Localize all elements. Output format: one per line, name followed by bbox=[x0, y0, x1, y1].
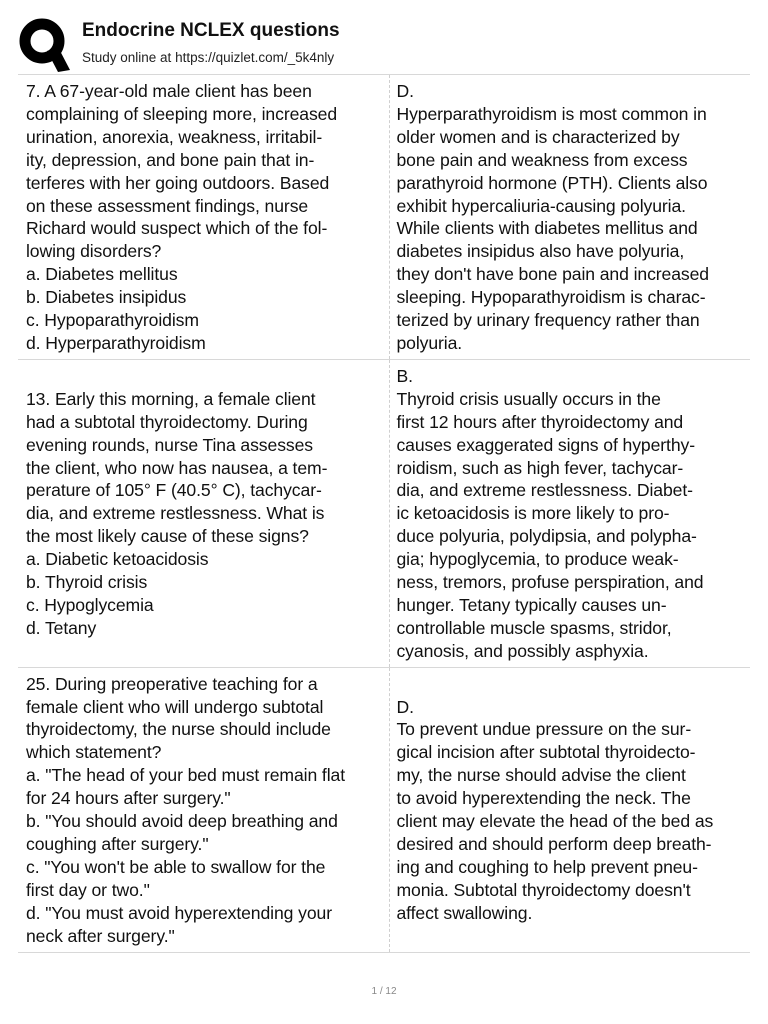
page-number: 1 / 12 bbox=[371, 986, 397, 997]
question-line: d. Hyperparathyroidism bbox=[26, 332, 206, 353]
answer-line: to avoid hyperextending the neck. The bbox=[396, 788, 691, 809]
question-line: a. Diabetes mellitus bbox=[26, 264, 178, 285]
quizlet-logo-icon bbox=[18, 16, 70, 72]
answer-line: duce polyuria, polydipsia, and polypha- bbox=[396, 526, 697, 547]
answer-line: D. bbox=[396, 696, 414, 717]
answer-cell bbox=[389, 360, 750, 667]
question-cell bbox=[18, 668, 389, 952]
question-line: ity, depression, and bone pain that in- bbox=[26, 149, 315, 170]
question-line: d. "You must avoid hyperextending your bbox=[26, 902, 332, 923]
answer-line: roidism, such as high fever, tachycar- bbox=[396, 457, 684, 478]
answer-line: To prevent undue pressure on the sur- bbox=[396, 719, 692, 740]
flashcard-row bbox=[18, 74, 750, 359]
question-line: thyroidectomy, the nurse should include bbox=[26, 719, 331, 740]
answer-line: my, the nurse should advise the client bbox=[396, 765, 686, 786]
question-line: dia, and extreme restlessness. What is bbox=[26, 503, 325, 524]
answer-line: first 12 hours after thyroidectomy and bbox=[396, 411, 684, 432]
answer-line: causes exaggerated signs of hyperthy- bbox=[396, 434, 695, 455]
answer-line: bone pain and weakness from excess bbox=[396, 149, 688, 170]
question-line: neck after surgery." bbox=[26, 925, 175, 946]
question-line: a. Diabetic ketoacidosis bbox=[26, 549, 209, 570]
flashcard-list bbox=[18, 74, 750, 953]
question-line: complaining of sleeping more, increased bbox=[26, 103, 338, 124]
question-line: urination, anorexia, weakness, irritabil- bbox=[26, 126, 323, 147]
answer-line: polyuria. bbox=[396, 332, 463, 353]
question-line: a. "The head of your bed must remain flat bbox=[26, 765, 346, 786]
question-line: b. Thyroid crisis bbox=[26, 572, 148, 593]
answer-line: B. bbox=[396, 365, 413, 386]
question-line: c. Hypoparathyroidism bbox=[26, 310, 199, 331]
answer-line: terized by urinary frequency rather than bbox=[396, 310, 700, 331]
answer-line: older women and is characterized by bbox=[396, 126, 680, 147]
answer-line: D. bbox=[396, 81, 414, 101]
question-line: c. Hypoglycemia bbox=[26, 594, 154, 615]
question-line: evening rounds, nurse Tina assesses bbox=[26, 434, 313, 455]
answer-line: affect swallowing. bbox=[396, 902, 533, 923]
answer-line: gia; hypoglycemia, to produce weak- bbox=[396, 549, 679, 570]
answer-line: While clients with diabetes mellitus and bbox=[396, 218, 698, 239]
answer-line bbox=[396, 673, 750, 696]
answer-line: desired and should perform deep breath- bbox=[396, 834, 712, 854]
question-line: female client who will undergo subtotal bbox=[26, 696, 324, 717]
answer-line: client may elevate the head of the bed as bbox=[396, 811, 714, 832]
answer-line: Hyperparathyroidism is most common in bbox=[396, 103, 707, 124]
question-cell bbox=[18, 360, 389, 667]
question-line: which statement? bbox=[26, 742, 162, 763]
question-line: perature of 105° F (40.5° C), tachycar- bbox=[26, 480, 322, 501]
answer-line: dia, and extreme restlessness. Diabet- bbox=[396, 480, 693, 501]
answer-line: controllable muscle spasms, stridor, bbox=[396, 617, 672, 638]
answer-cell bbox=[389, 75, 750, 359]
question-line: coughing after surgery." bbox=[26, 834, 209, 854]
answer-line: monia. Subtotal thyroidectomy doesn't bbox=[396, 879, 691, 900]
question-line: lowing disorders? bbox=[26, 241, 162, 262]
flashcard-row bbox=[18, 359, 750, 667]
question-line: terferes with her going outdoors. Based bbox=[26, 172, 330, 193]
question-line: c. "You won't be able to swallow for the bbox=[26, 856, 326, 877]
question-line: the most likely cause of these signs? bbox=[26, 526, 309, 547]
document-title: Endocrine NCLEX questions bbox=[82, 20, 340, 41]
question-line: on these assessment findings, nurse bbox=[26, 195, 309, 216]
question-line: b. Diabetes insipidus bbox=[26, 287, 187, 308]
question-line: had a subtotal thyroidectomy. During bbox=[26, 411, 308, 432]
question-line: first day or two." bbox=[26, 879, 150, 900]
answer-line: ing and coughing to help prevent pneu- bbox=[396, 856, 698, 877]
question-cell bbox=[18, 75, 389, 359]
answer-cell bbox=[389, 668, 750, 952]
question-line: for 24 hours after surgery." bbox=[26, 788, 231, 809]
answer-line: cyanosis, and possibly asphyxia. bbox=[396, 640, 649, 661]
question-line: 25. During preoperative teaching for a bbox=[26, 673, 318, 694]
answer-line: diabetes insipidus also have polyuria, bbox=[396, 241, 685, 262]
flashcard-row bbox=[18, 667, 750, 953]
answer-line: sleeping. Hypoparathyroidism is charac- bbox=[396, 287, 706, 308]
answer-line: ness, tremors, profuse perspiration, and bbox=[396, 572, 704, 593]
answer-line: Thyroid crisis usually occurs in the bbox=[396, 388, 661, 409]
answer-line: they don't have bone pain and increased bbox=[396, 264, 709, 285]
answer-line: parathyroid hormone (PTH). Clients also bbox=[396, 172, 708, 193]
question-line: Richard would suspect which of the fol- bbox=[26, 218, 328, 239]
answer-line: hunger. Tetany typically causes un- bbox=[396, 594, 667, 615]
answer-line: ic ketoacidosis is more likely to pro- bbox=[396, 503, 670, 524]
question-line: 13. Early this morning, a female client bbox=[26, 388, 316, 409]
study-online-link[interactable]: Study online at https://quizlet.com/_5k4nly bbox=[82, 50, 335, 65]
answer-line: exhibit hypercaliuria-causing polyuria. bbox=[396, 195, 686, 216]
question-line: d. Tetany bbox=[26, 617, 97, 638]
document-header bbox=[18, 16, 748, 74]
answer-line: gical incision after subtotal thyroidecto- bbox=[396, 742, 696, 763]
question-line: the client, who now has nausea, a tem- bbox=[26, 457, 328, 478]
question-line bbox=[26, 365, 385, 388]
question-line: 7. A 67-year-old male client has been bbox=[26, 81, 312, 101]
question-line: b. "You should avoid deep breathing and bbox=[26, 811, 338, 832]
